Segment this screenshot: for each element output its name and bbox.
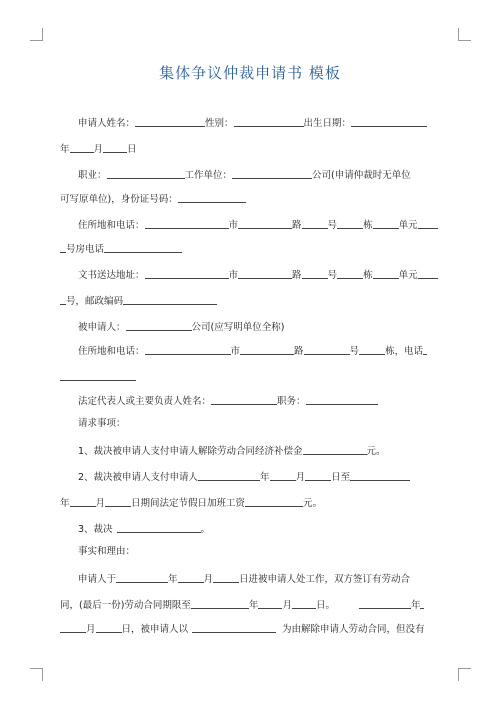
claim-2-end-month-blank[interactable] [70,496,96,507]
mail-number-blank[interactable] [302,268,328,279]
dismissal-day-blank[interactable] [96,622,122,633]
mailing-address-line [78,268,438,282]
respondent-address-line [78,344,427,358]
claim-2-period-text: 日期间法定节假日加班工资 [131,498,246,509]
dismissal-reason-text: 为由解除申请人劳动合同，但没有 [282,624,425,635]
applicant-line [78,116,427,130]
mail-unit-blank[interactable] [373,268,399,279]
claim-3-end: 。 [200,524,211,535]
facts-heading [78,546,135,558]
room-phone-label: 号房电话 [66,244,105,255]
birth-date-line [60,142,137,156]
claim-1-text: 1、裁决被申请人支付申请人解除劳动合同经济补偿金 [78,446,303,457]
id-number-label: 可写原单位)，身份证号码： [60,194,178,205]
month-blank[interactable] [70,142,94,153]
gender-label: 性别： [205,118,234,129]
claim-2-text: 2、裁决被申请人支付申请人 [78,472,199,483]
contract-end-year-label: 年 [248,600,259,611]
postcode-label: 号，邮政编码 [66,296,124,307]
resp-building-blank[interactable] [359,344,385,355]
crop-mark-bottom-right [458,668,471,681]
mail-road-blank[interactable] [238,268,292,279]
building-blank[interactable] [337,218,363,229]
number-label: 号 [327,220,338,231]
residence-label: 住所地和电话： [78,220,145,231]
resp-number-blank[interactable] [304,344,350,355]
occupation-blank[interactable] [107,168,185,179]
facts-start-text: 申请人于 [78,574,117,585]
resp-building-phone-label: 栋，电话 [385,346,424,357]
resp-city-label: 市 [230,346,241,357]
claims-heading [78,418,126,430]
employer-label: 工作单位： [184,170,233,181]
contract-end-day-blank[interactable] [292,598,316,609]
claim-2-line [78,470,410,484]
respondent-address-label: 住所地和电话： [78,346,145,357]
claim-2-month-label: 月 [295,472,306,483]
mail-room-blank[interactable] [418,268,438,279]
respondent-label: 被申请人： [78,322,126,333]
year-label: 年 [60,144,70,155]
mail-unit-label: 单元 [398,270,418,281]
mail-number-label: 号 [327,270,338,281]
contract-end-year-blank[interactable] [191,598,249,609]
position-label: 职务： [277,396,306,407]
claim-2-day-to-label: 日至 [331,472,351,483]
dismissal-reason-blank[interactable] [192,622,276,633]
phone-blank[interactable] [104,242,182,253]
entry-year-label: 年 [168,574,178,585]
position-blank[interactable] [306,394,378,405]
entry-day-text: 日进被申请人处工作，双方签订有劳动合 [239,574,411,585]
claim-2-unit: 元。 [303,498,323,509]
city-blank[interactable] [145,218,229,229]
crop-mark-bottom-left [30,668,43,681]
resp-city-blank[interactable] [145,344,231,355]
claim-3-text: 3、裁决 [78,524,113,535]
mail-city-blank[interactable] [145,268,229,279]
occupation-label: 职业： [78,170,107,181]
applicant-name-blank[interactable] [135,116,205,127]
mailing-address-label: 文书送达地址： [78,270,145,281]
claim-3-line [78,522,210,536]
crop-mark-top-left [30,28,43,41]
day-label: 日 [127,144,137,155]
contract-end-day-label: 日。 [315,600,335,611]
id-number-blank[interactable] [178,192,246,203]
resp-phone-blank[interactable] [423,344,427,355]
claim-2-year-label: 年 [260,472,270,483]
claim-3-blank[interactable] [117,522,201,533]
number-blank[interactable] [302,218,328,229]
entry-year-blank[interactable] [116,572,168,583]
occupation-line [78,168,411,182]
respondent-blank[interactable] [126,320,192,331]
dismissal-text: 日，被申请人以 [121,624,189,635]
facts-line-3 [60,622,425,636]
applicant-name-label: 申请人姓名： [78,118,136,129]
road-label: 路 [292,220,302,231]
claim-2-cont-line [60,496,322,510]
room-blank[interactable] [418,218,438,229]
employer-blank[interactable] [232,168,312,179]
dismissal-month-blank[interactable] [60,622,86,633]
resp-road-label: 路 [294,346,304,357]
overtime-amount-blank[interactable] [245,496,303,507]
respondent-line [78,320,284,334]
claim-2-end-year-label: 年 [60,498,70,509]
mail-building-label: 栋 [363,270,373,281]
legal-rep-line [78,394,378,408]
entry-month-blank[interactable] [178,572,204,583]
contract-end-month-label: 月 [282,600,292,611]
mail-city-label: 市 [228,270,239,281]
facts-line-2 [60,598,424,612]
crop-mark-top-right [458,28,471,41]
dismissal-year-label: 年 [410,600,421,611]
facts-heading-text: 事实和理由： [78,546,136,557]
entry-day-blank[interactable] [213,572,239,583]
birth-date-label: 出生日期： [303,118,352,129]
birth-date-blank[interactable] [351,116,427,127]
building-label: 栋 [363,220,373,231]
claim-2-start-month-blank[interactable] [270,470,296,481]
respondent-phone-cont-line [60,370,136,384]
mail-building-blank[interactable] [337,268,363,279]
dismissal-year-blank[interactable] [359,598,411,609]
day-blank[interactable] [103,142,127,153]
claim-2-start-day-blank[interactable] [305,470,331,481]
mail-road-label: 路 [292,270,302,281]
claim-2-end-day-blank[interactable] [105,496,131,507]
dismissal-month-label: 月 [86,624,96,635]
facts-line-1 [78,572,410,586]
claim-2-end-year-blank[interactable] [350,470,410,481]
id-number-line [60,192,246,206]
month-label: 月 [93,144,104,155]
compensation-amount-blank[interactable] [303,444,367,455]
contract-term-text: 同，(最后一份)劳动合同期限至 [60,600,191,611]
postcode-line [60,294,217,308]
contract-end-month-blank[interactable] [258,598,282,609]
resp-phone-blank-cont[interactable] [60,370,136,381]
document-title: 集体争议仲裁申请书 模板 [159,64,341,82]
claim-2-end-month-label: 月 [95,498,106,509]
claim-1-line [78,444,386,458]
legal-rep-blank[interactable] [211,394,277,405]
respondent-company-note: 公司(应写明单位全称) [191,322,285,333]
road-blank[interactable] [238,218,292,229]
unit-label: 单元 [398,220,418,231]
legal-rep-label: 法定代表人或主要负责人姓名： [78,396,212,407]
gender-blank[interactable] [234,116,304,127]
phone-line [60,242,182,256]
postcode-blank[interactable] [123,294,217,305]
residence-line [78,218,438,232]
company-note: 公司(申请仲裁时无单位 [312,170,411,181]
unit-blank[interactable] [373,218,399,229]
entry-month-label: 月 [203,574,214,585]
resp-road-blank[interactable] [240,344,294,355]
claim-1-unit: 元。 [366,446,386,457]
claim-2-start-year-blank[interactable] [198,470,260,481]
dismissal-year-tail[interactable] [420,598,424,609]
claims-heading-text: 请求事项： [78,418,126,429]
resp-number-label: 号 [349,346,360,357]
city-label: 市 [228,220,239,231]
